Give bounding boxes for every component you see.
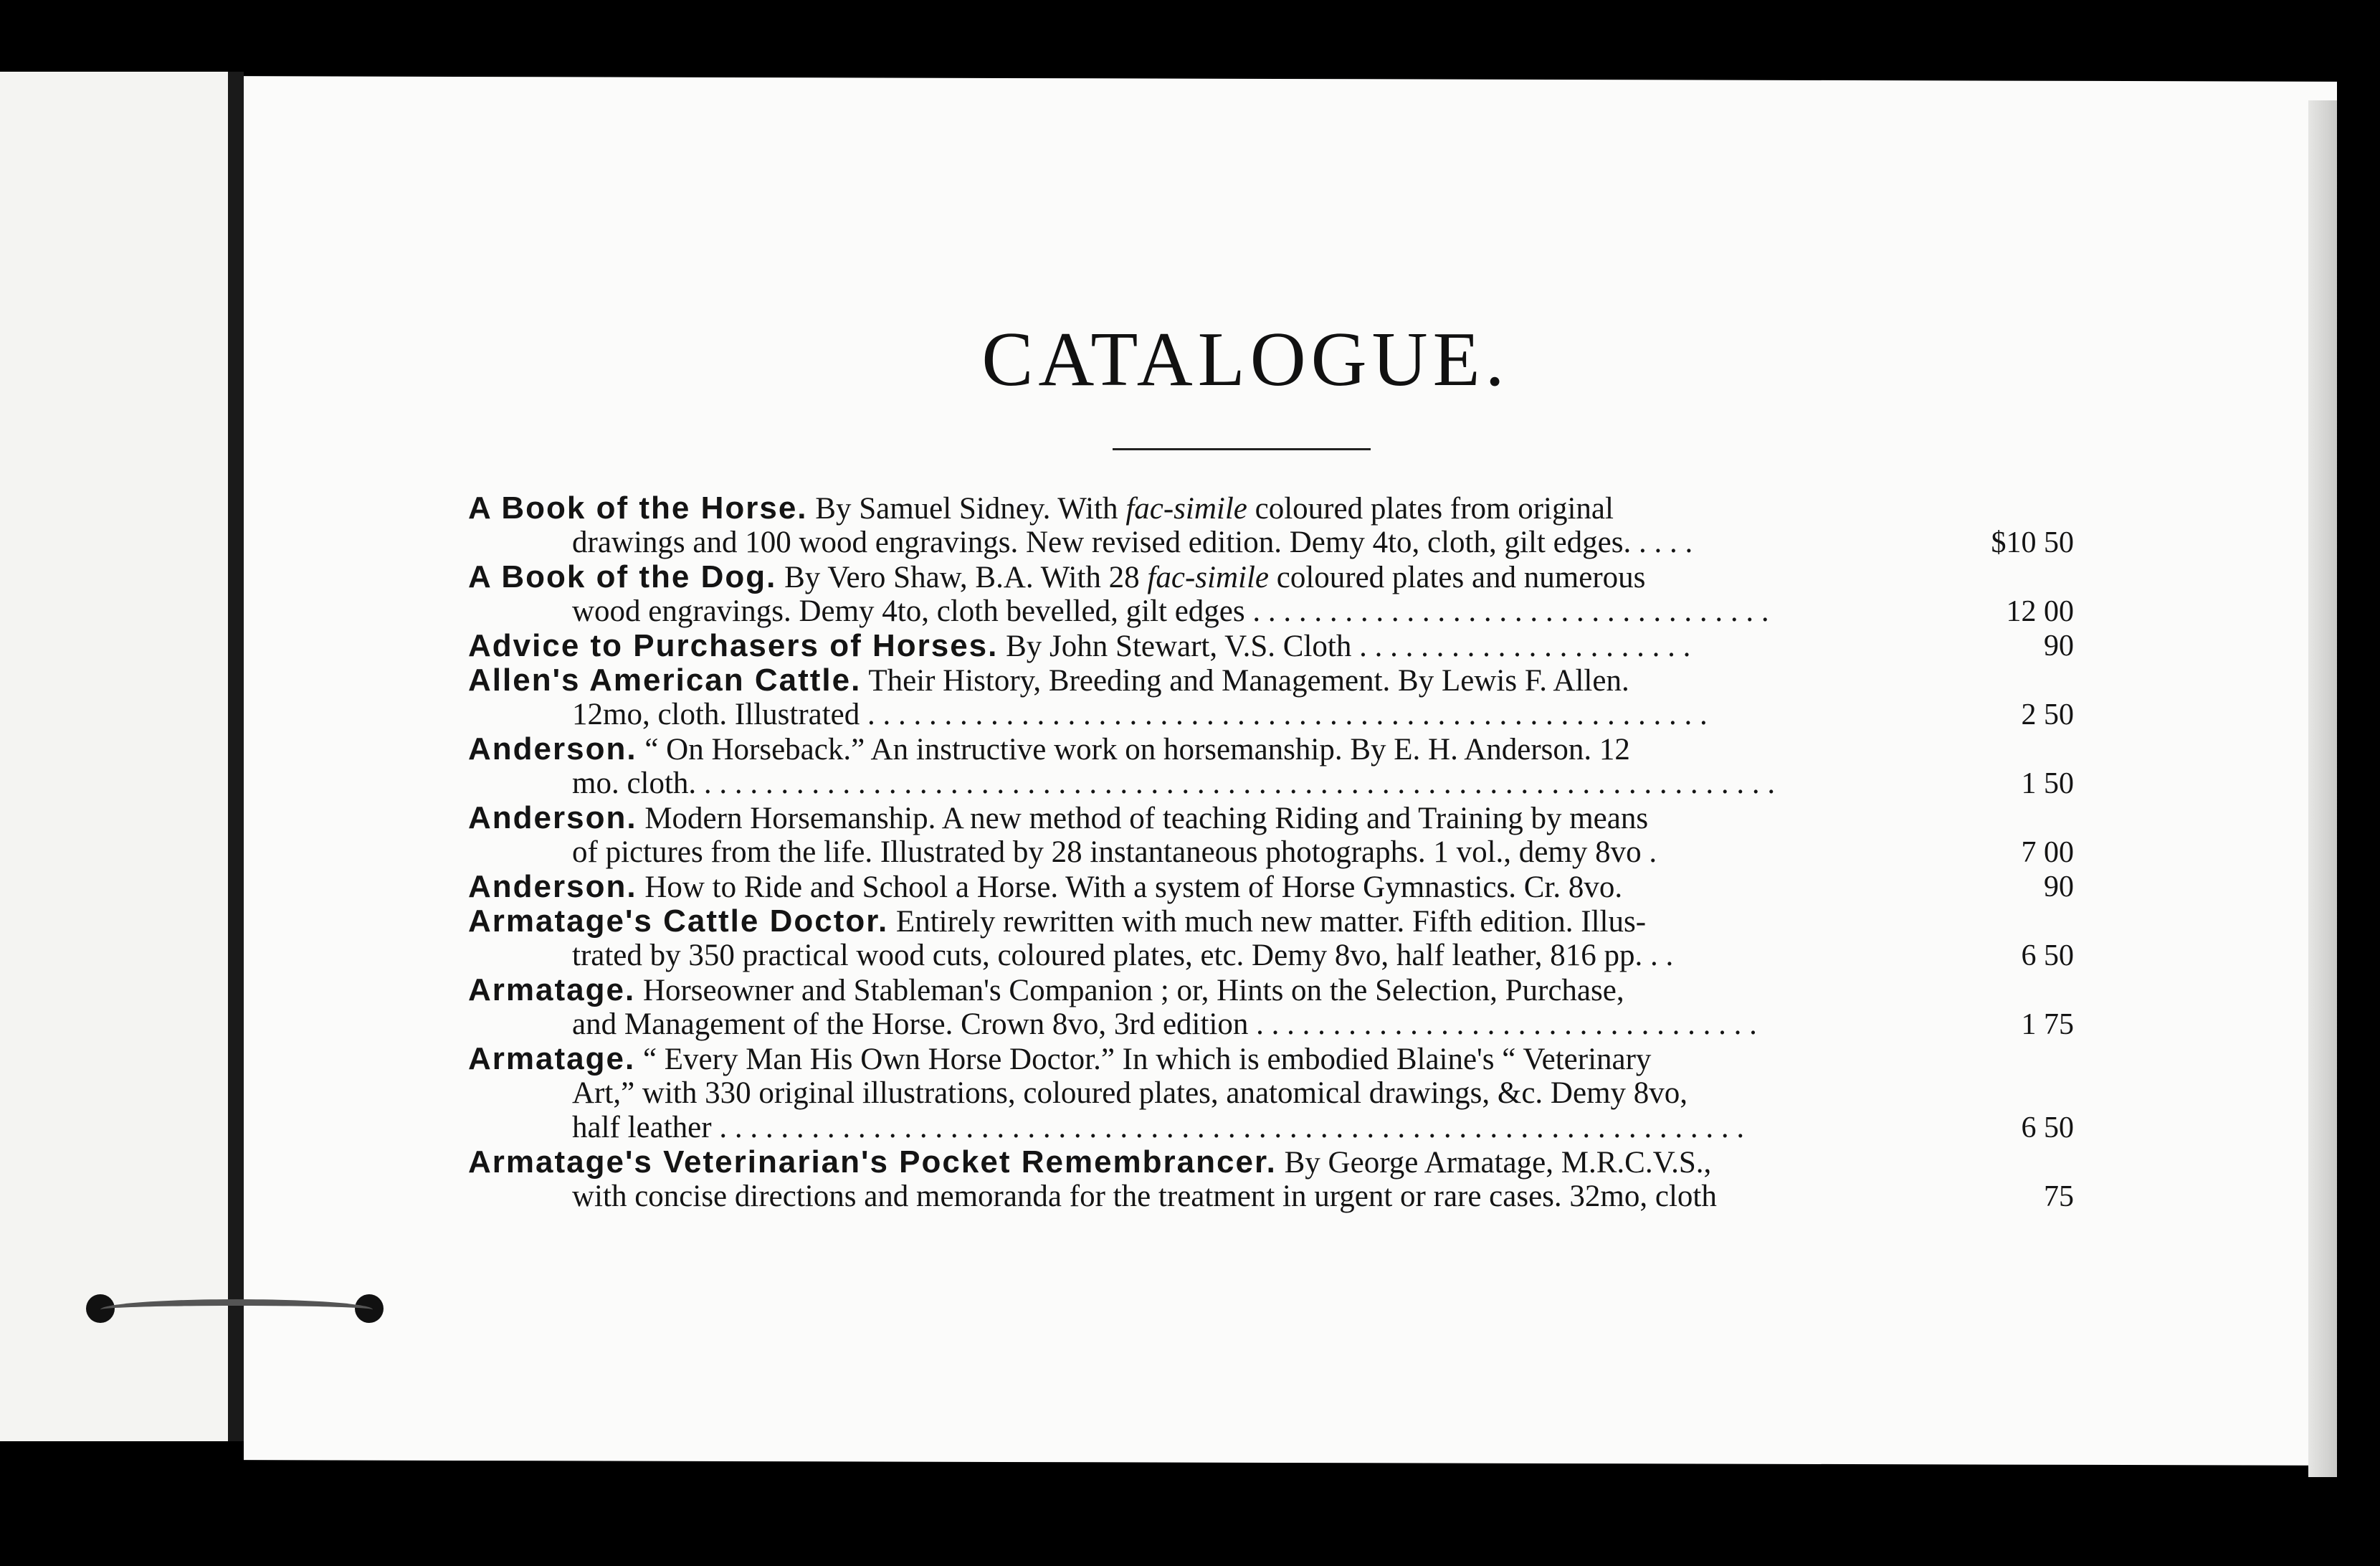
catalogue-entry	[468, 1145, 2074, 1214]
page-edge-shadow	[2308, 100, 2337, 1477]
entry-line	[468, 1042, 2074, 1076]
entry-line	[468, 1180, 2074, 1214]
entry-text: 12mo, cloth. Illustrated . . . . . . . . . . . . . . . . . . . . . . . . . . . . . . . . . . . . . . . . . . . . . . . . . . . . . . .	[572, 698, 1708, 731]
catalogue-entry	[468, 870, 2074, 904]
catalogue-entry	[468, 491, 2074, 560]
book-title: Anderson.	[468, 731, 637, 767]
entry-line	[468, 835, 2074, 870]
entry-text: drawings and 100 wood engravings. New revised edition. Demy 4to, cloth, gilt edges. . . . .	[572, 526, 1693, 559]
page-title: CATALOGUE.	[981, 317, 1510, 402]
entry-text: half leather . . . . . . . . . . . . . . . . . . . . . . . . . . . . . . . . . . . . . . . . . . . . . . . . . . . . . . . . . . . . . . . . . . .	[572, 1111, 1745, 1144]
title-rule	[1113, 448, 1371, 450]
price: 1 50	[2021, 767, 2074, 800]
page-gutter	[228, 72, 244, 1441]
price: 75	[2044, 1180, 2074, 1213]
entry-line	[468, 1111, 2074, 1145]
entry-text: Their History, Breeding and Management. By Lewis F. Allen.	[868, 664, 1629, 698]
entry-line	[468, 629, 2074, 663]
entry-line	[468, 1145, 2074, 1180]
entry-line	[468, 732, 2074, 767]
book-title: Armatage.	[468, 1041, 636, 1076]
binding-thread	[100, 1299, 373, 1320]
entry-text: of pictures from the life. Illustrated by 28 instantaneous photographs. 1 vol., demy 8vo .	[572, 835, 1657, 869]
entry-text: “ Every Man His Own Horse Doctor.” In which is embodied Blaine's “ Veterinary	[642, 1043, 1652, 1076]
catalogue-list	[468, 491, 2074, 1214]
entry-line	[468, 973, 2074, 1007]
book-title: Armatage's Veterinarian's Pocket Remembrancer.	[468, 1144, 1277, 1180]
entry-line	[468, 801, 2074, 835]
catalogue-entry	[468, 1042, 2074, 1145]
entry-line	[468, 698, 2074, 732]
entry-line	[468, 594, 2074, 629]
catalogue-entry	[468, 904, 2074, 973]
price: 6 50	[2021, 1111, 2074, 1144]
book-title: Allen's American Cattle.	[468, 663, 862, 698]
book-title: Anderson.	[468, 869, 637, 904]
entry-line	[468, 939, 2074, 973]
entry-line	[468, 904, 2074, 939]
entry-text: By George Armatage, M.R.C.V.S.,	[1284, 1146, 1712, 1180]
catalogue-entry	[468, 560, 2074, 629]
entry-text: coloured plates and numerous	[1268, 561, 1646, 594]
entry-text: How to Ride and School a Horse. With a system of Horse Gymnastics. Cr. 8vo.	[644, 870, 1623, 904]
entry-text: mo. cloth. . . . . . . . . . . . . . . . . . . . . . . . . . . . . . . . . . . . . . . . . . . . . . . . . . . . . . . . . . . . . . . . . . . . . . .	[572, 767, 1776, 800]
price: 12 00	[2006, 595, 2074, 628]
entry-line	[468, 526, 2074, 560]
entry-text: Entirely rewritten with much new matter. Fifth edition. Illus-	[895, 905, 1647, 939]
price: 7 00	[2021, 836, 2074, 869]
entry-text: By John Stewart, V.S. Cloth . . . . . . . . . . . . . . . . . . . . . .	[1006, 630, 1691, 663]
entry-line	[468, 767, 2074, 801]
entry-text: Art,” with 330 original illustrations, coloured plates, anatomical drawings, &c. Demy 8vo,	[572, 1076, 1688, 1110]
entry-line	[468, 1007, 2074, 1042]
entry-text: trated by 350 practical wood cuts, coloured plates, etc. Demy 8vo, half leather, 816 pp. . .	[572, 939, 1674, 972]
price: $10 50	[1991, 526, 2074, 559]
catalogue-entry	[468, 973, 2074, 1042]
entry-line	[468, 663, 2074, 698]
price: 2 50	[2021, 698, 2074, 731]
facing-page	[0, 72, 237, 1441]
catalogue-entry	[468, 629, 2074, 663]
entry-line	[468, 491, 2074, 526]
price: 90	[2044, 630, 2074, 663]
book-title: A Book of the Dog.	[468, 559, 777, 594]
entry-text: with concise directions and memoranda for the treatment in urgent or rare cases. 32mo, cloth	[572, 1180, 1717, 1213]
book-title: Armatage's Cattle Doctor.	[468, 903, 889, 939]
entry-line	[468, 1076, 2074, 1111]
book-title: Armatage.	[468, 972, 636, 1007]
book-title: Advice to Purchasers of Horses.	[468, 628, 999, 663]
book-title: Anderson.	[468, 800, 637, 835]
catalogue-entry	[468, 801, 2074, 870]
entry-text: Horseowner and Stableman's Companion ; or, Hints on the Selection, Purchase,	[642, 974, 1624, 1007]
entry-text: Modern Horsemanship. A new method of teaching Riding and Training by means	[644, 802, 1649, 835]
catalogue-entry	[468, 732, 2074, 801]
price: 6 50	[2021, 939, 2074, 972]
book-title: A Book of the Horse.	[468, 490, 808, 526]
entry-line	[468, 870, 2074, 904]
entry-line	[468, 560, 2074, 594]
entry-text: wood engravings. Demy 4to, cloth bevelled, gilt edges . . . . . . . . . . . . . . . . . . . . . . . . . . . . . . . . . .	[572, 594, 1769, 628]
entry-text: By Samuel Sidney. With	[815, 492, 1126, 526]
entry-text: coloured plates from original	[1247, 492, 1614, 526]
entry-text: and Management of the Horse. Crown 8vo, 3rd edition . . . . . . . . . . . . . . . . . . . . . . . . . . . . . . . . .	[572, 1007, 1757, 1041]
catalogue-entry	[468, 663, 2074, 732]
entry-text: fac-simile	[1147, 561, 1269, 594]
entry-text: fac-simile	[1125, 492, 1247, 526]
entry-text: “ On Horseback.” An instructive work on horsemanship. By E. H. Anderson. 12	[644, 733, 1630, 767]
price: 90	[2044, 870, 2074, 903]
entry-text: By Vero Shaw, B.A. With 28	[784, 561, 1148, 594]
price: 1 75	[2021, 1008, 2074, 1041]
